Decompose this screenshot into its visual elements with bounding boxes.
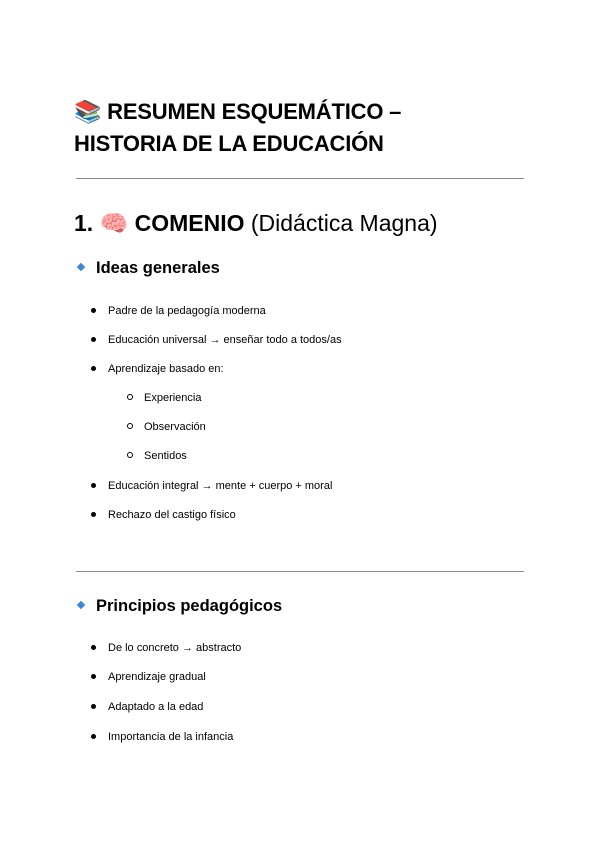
section-title: COMENIO [134, 210, 245, 236]
sub-list-item-text: Experiencia [144, 392, 202, 404]
bullet-dot-icon [91, 512, 96, 517]
subheading-label: Ideas generales [96, 259, 220, 277]
bullet-dot-icon [91, 337, 96, 342]
list-item-text: Rechazo del castigo físico [108, 509, 236, 521]
list-item-text: De lo concreto → abstracto [108, 642, 242, 654]
list-item [91, 700, 203, 714]
list-item [91, 479, 332, 493]
subheading-principios-pedagogicos [78, 595, 282, 617]
sub-list-item-text: Observación [144, 421, 206, 433]
list-item [91, 362, 224, 376]
section-heading-comenio [74, 206, 438, 240]
list-item-text: Aprendizaje basado en: [108, 363, 224, 375]
sub-list-item [127, 391, 201, 405]
bullet-dot-icon [91, 734, 96, 739]
list-item-text: Importancia de la infancia [108, 731, 234, 743]
list-item [91, 508, 236, 522]
bullet-dot-icon [91, 704, 96, 709]
title-line-2: HISTORIA DE LA EDUCACIÓN [74, 131, 384, 156]
list-item [91, 333, 342, 347]
list-item [91, 641, 241, 655]
bullet-circle-icon [127, 452, 133, 458]
list-item-text: Padre de la pedagogía moderna [108, 305, 266, 317]
bullet-dot-icon [91, 483, 96, 488]
list-item-text: Adaptado a la edad [108, 701, 204, 713]
bullet-dot-icon [91, 674, 96, 679]
title-line-1: RESUMEN ESQUEMÁTICO – [107, 99, 402, 124]
bullet-dot-icon [91, 366, 96, 371]
divider [76, 178, 524, 179]
divider [76, 571, 524, 572]
list-item [91, 730, 233, 744]
sub-list-item [127, 420, 206, 434]
brain-icon: 🧠 [99, 210, 129, 236]
list-item-text: Aprendizaje gradual [108, 671, 206, 683]
document-title [74, 96, 534, 160]
section-subtitle: (Didáctica Magna) [250, 210, 438, 236]
subheading-ideas-generales [78, 257, 220, 279]
subheading-label: Principios pedagógicos [96, 597, 283, 615]
list-item-text: Educación integral → mente + cuerpo + moral [108, 480, 333, 492]
section-number: 1. [74, 210, 94, 236]
bullet-dot-icon [91, 308, 96, 313]
blue-diamond-icon [77, 600, 85, 608]
bullet-circle-icon [127, 423, 133, 429]
books-icon: 📚 [74, 99, 102, 124]
sub-list-item-text: Sentidos [144, 450, 187, 462]
bullet-circle-icon [127, 394, 133, 400]
list-item-text: Educación universal → enseñar todo a todos/as [108, 334, 342, 346]
list-item [91, 304, 266, 318]
list-item [91, 670, 206, 684]
bullet-dot-icon [91, 645, 96, 650]
sub-list-item [127, 449, 187, 463]
blue-diamond-icon [77, 262, 85, 270]
